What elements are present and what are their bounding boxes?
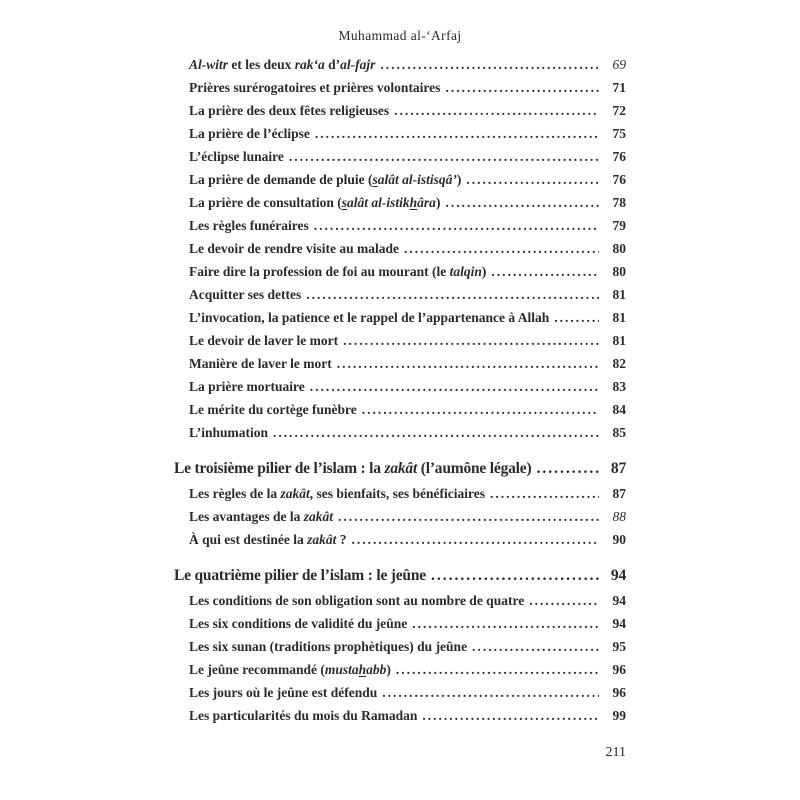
dot-leader	[554, 306, 599, 329]
toc-entry-label: Faire dire la profession de foi au mourant (le talqin)	[189, 264, 487, 279]
dot-leader	[273, 421, 599, 444]
dot-leader	[338, 505, 599, 528]
toc-page-number: 83	[612, 379, 626, 394]
toc-entry	[174, 704, 626, 727]
dot-leader	[394, 99, 599, 122]
toc-page-number: 79	[612, 218, 626, 233]
dot-leader	[431, 563, 599, 589]
toc-entry-label: Le devoir de laver le mort	[189, 333, 339, 348]
toc-entry-label: Les avantages de la zakât	[189, 509, 334, 524]
toc-entry-label: Le devoir de rendre visite au malade	[189, 241, 399, 256]
toc-entry	[174, 329, 626, 352]
dot-leader	[445, 191, 599, 214]
toc-entry-label: Les jours où le jeûne est défendu	[189, 685, 378, 700]
toc-page-number: 75	[612, 126, 626, 141]
dot-leader	[343, 329, 599, 352]
toc-entry-label: Les particularités du mois du Ramadan	[189, 708, 418, 723]
toc-entry	[174, 528, 626, 551]
toc-page-number: 95	[612, 639, 626, 654]
page-number: 211	[605, 745, 626, 760]
toc-page-number: 69	[612, 57, 626, 72]
toc-page-number: 72	[612, 103, 626, 118]
dot-leader	[529, 589, 599, 612]
toc-entry-label: La prière de l’éclipse	[189, 126, 310, 141]
dot-leader	[380, 53, 599, 76]
toc-page-number: 99	[612, 708, 626, 723]
toc-page-number: 81	[612, 310, 626, 325]
toc-page-number: 85	[612, 425, 626, 440]
toc-page-number: 71	[612, 80, 626, 95]
toc-entry	[174, 375, 626, 398]
dot-leader	[314, 214, 599, 237]
toc-entry	[174, 168, 626, 191]
toc-list	[174, 53, 626, 727]
dot-leader	[445, 76, 599, 99]
toc-page-number: 76	[612, 172, 626, 187]
toc-entry-label: Les règles funéraires	[189, 218, 309, 233]
toc-page-number: 76	[612, 149, 626, 164]
toc-entry	[174, 482, 626, 505]
toc-page-number: 94	[612, 616, 626, 631]
dot-leader	[536, 456, 599, 482]
toc-entry	[174, 145, 626, 168]
toc-entry-label: Prières surérogatoires et prières volontaires	[189, 80, 441, 95]
dot-leader	[289, 145, 599, 168]
dot-leader	[315, 122, 599, 145]
dot-leader	[337, 352, 599, 375]
toc-page-number: 80	[612, 241, 626, 256]
toc-entry	[174, 635, 626, 658]
toc-entry	[174, 283, 626, 306]
dot-leader	[412, 612, 599, 635]
dot-leader	[352, 528, 599, 551]
dot-leader	[472, 635, 599, 658]
toc-page-number: 88	[612, 509, 626, 524]
toc-page-number: 81	[612, 287, 626, 302]
toc-section-entry	[174, 456, 626, 482]
toc-entry	[174, 237, 626, 260]
toc-entry-label: L’invocation, la patience et le rappel de l’appartenance à Allah	[189, 310, 550, 325]
dot-leader	[310, 375, 599, 398]
toc-entry	[174, 505, 626, 528]
toc-entry	[174, 421, 626, 444]
toc-page-number: 96	[612, 662, 626, 677]
toc-entry	[174, 352, 626, 375]
toc-entry	[174, 260, 626, 283]
toc-page-number: 94	[610, 567, 626, 584]
toc-page-number: 96	[612, 685, 626, 700]
dot-leader	[404, 237, 599, 260]
toc-entry-label: Les règles de la zakât, ses bienfaits, ses bénéficiaires	[189, 486, 485, 501]
toc-entry	[174, 681, 626, 704]
toc-entry-label: Al-witr et les deux rak‘a d’al-fajr	[189, 57, 376, 72]
toc-entry-label: Les six sunan (traditions prophètiques) du jeûne	[189, 639, 468, 654]
toc-page-number: 87	[612, 486, 626, 501]
toc-entry-label: La prière des deux fêtes religieuses	[189, 103, 390, 118]
toc-entry-label: Les conditions de son obligation sont au nombre de quatre	[189, 593, 525, 608]
toc-entry-label: Le jeûne recommandé (mustahabb)	[189, 662, 391, 677]
dot-leader	[362, 398, 599, 421]
toc-entry-label: Le mérite du cortège funèbre	[189, 402, 357, 417]
toc-entry	[174, 589, 626, 612]
toc-entry	[174, 612, 626, 635]
running-header-author: Muhammad al-‘Arfaj	[338, 28, 462, 43]
toc-entry	[174, 398, 626, 421]
toc-entry	[174, 191, 626, 214]
toc-entry	[174, 306, 626, 329]
toc-page-number: 78	[612, 195, 626, 210]
toc-entry-label: La prière de consultation (salât al-istikhâra)	[189, 195, 441, 210]
dot-leader	[382, 681, 599, 704]
toc-entry-label: La prière mortuaire	[189, 379, 305, 394]
toc-page-number: 87	[610, 460, 626, 477]
dot-leader	[306, 283, 599, 306]
toc-page-number: 84	[612, 402, 626, 417]
toc-entry	[174, 53, 626, 76]
toc-entry-label: L’éclipse lunaire	[189, 149, 284, 164]
dot-leader	[422, 704, 599, 727]
toc-entry-label: Le troisième pilier de l’islam : la zakât (l’aumône légale)	[174, 460, 532, 477]
toc-page-number: 94	[612, 593, 626, 608]
toc-page-number: 81	[612, 333, 626, 348]
dot-leader	[466, 168, 599, 191]
toc-entry	[174, 658, 626, 681]
toc-page-number: 82	[612, 356, 626, 371]
toc-entry-label: À qui est destinée la zakât ?	[189, 532, 347, 547]
toc-entry-label: Acquitter ses dettes	[189, 287, 302, 302]
toc-entry-label: Manière de laver le mort	[189, 356, 332, 371]
dot-leader	[490, 482, 599, 505]
toc-entry	[174, 76, 626, 99]
toc-entry-label: Les six conditions de validité du jeûne	[189, 616, 408, 631]
toc-entry-label: L’inhumation	[189, 425, 269, 440]
toc-entry-label: Le quatrième pilier de l’islam : le jeûne	[174, 567, 426, 584]
toc-section-entry	[174, 563, 626, 589]
toc-page-number: 80	[612, 264, 626, 279]
dot-leader	[396, 658, 599, 681]
toc-entry-label: La prière de demande de pluie (salât al-istisqâ’)	[189, 172, 462, 187]
toc-entry	[174, 122, 626, 145]
toc-page-number: 90	[612, 532, 626, 547]
toc-entry	[174, 214, 626, 237]
dot-leader	[491, 260, 599, 283]
toc-entry	[174, 99, 626, 122]
